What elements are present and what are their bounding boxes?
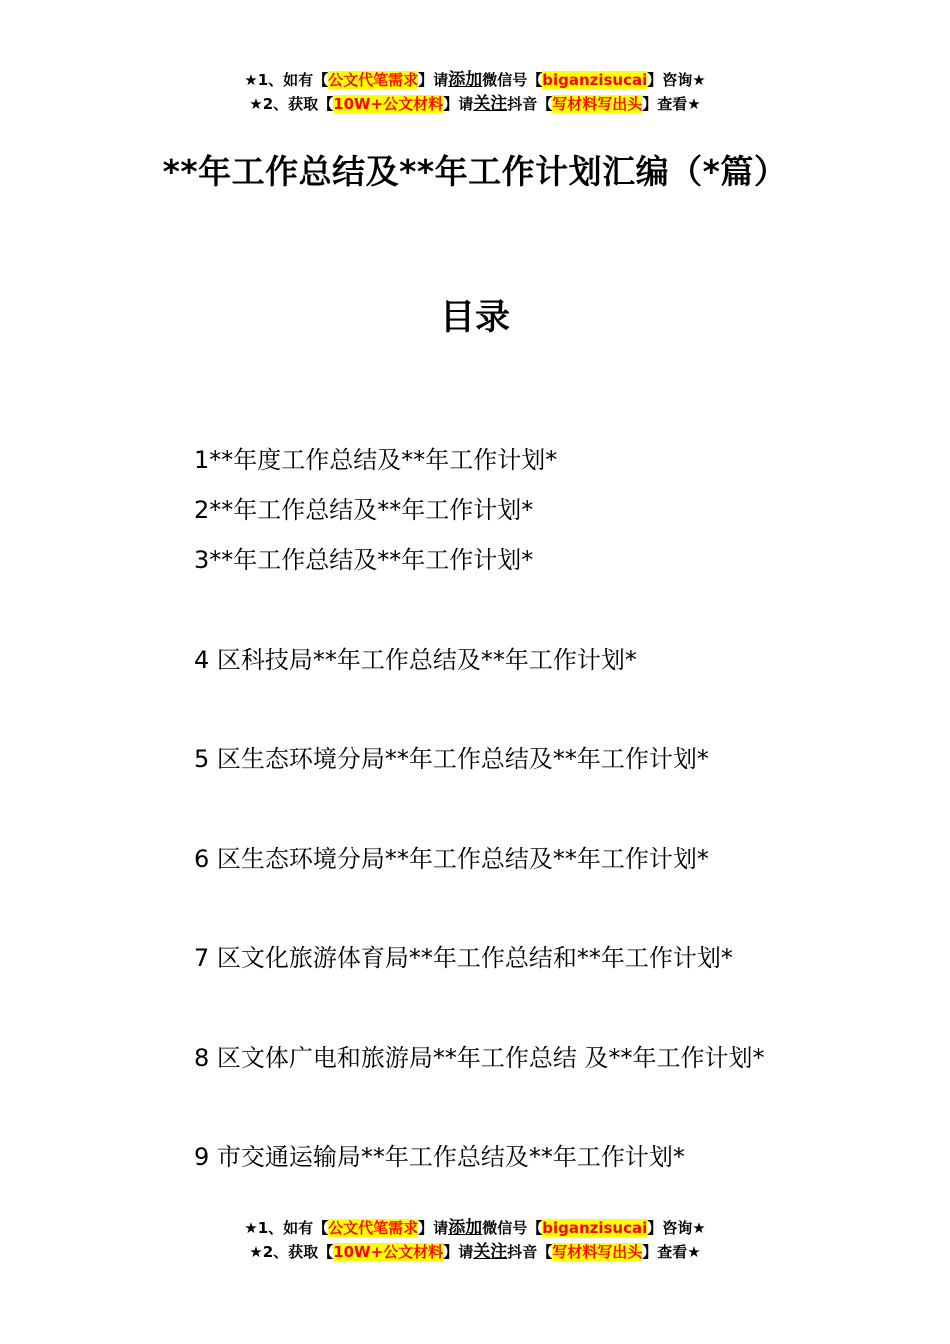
banner-text: 微信号【 [482,1219,543,1237]
banner-text: 】请 [418,1219,449,1237]
banner-text: ★2、获取【 [249,95,334,113]
underlined-text: 关注 [473,94,508,114]
banner-line-2 [0,1240,950,1264]
header-banner [0,68,950,116]
toc-item: 5 区生态环境分局**年工作总结及**年工作计划* [194,745,709,773]
highlight-douyin-id: 写材料写出头 [552,1243,643,1261]
highlight-service: 公文代笔需求 [328,71,419,89]
banner-text: 】请 [443,1243,474,1261]
banner-text: 】查看★ [642,1243,701,1261]
banner-text: 】请 [443,95,474,113]
banner-text: ★1、如有【 [244,71,329,89]
banner-line-1 [0,68,950,92]
underlined-text: 添加 [448,70,483,90]
highlight-materials: 10W+公文材料 [333,1243,444,1261]
highlight-wechat-id: biganzisucai [542,71,648,89]
toc-item: 1**年度工作总结及**年工作计划* [194,446,558,474]
toc-heading: 目录 [439,298,510,338]
banner-line-2 [0,92,950,116]
toc-item: 2**年工作总结及**年工作计划* [194,496,534,524]
banner-text: ★2、获取【 [249,1243,334,1261]
toc-item: 6 区生态环境分局**年工作总结及**年工作计划* [194,845,709,873]
document-title: **年工作总结及**年工作计划汇编（*篇） [162,152,788,191]
banner-line-1 [0,1216,950,1240]
footer-banner [0,1216,950,1264]
banner-text: 微信号【 [482,71,543,89]
toc-item: 3**年工作总结及**年工作计划* [194,546,534,574]
highlight-wechat-id: biganzisucai [542,1219,648,1237]
banner-text: 】请 [418,71,449,89]
underlined-text: 关注 [473,1242,508,1262]
toc-item: 9 市交通运输局**年工作总结及**年工作计划* [194,1143,685,1171]
banner-text: 】查看★ [642,95,701,113]
highlight-douyin-id: 写材料写出头 [552,95,643,113]
highlight-service: 公文代笔需求 [328,1219,419,1237]
toc-item: 7 区文化旅游体育局**年工作总结和**年工作计划* [194,944,733,972]
toc-item: 4 区科技局**年工作总结及**年工作计划* [194,646,637,674]
banner-text: 】咨询★ [647,1219,706,1237]
banner-text: ★1、如有【 [244,1219,329,1237]
underlined-text: 添加 [448,1218,483,1238]
banner-text: 抖音【 [507,1243,553,1261]
banner-text: 抖音【 [507,95,553,113]
toc-item: 8 区文体广电和旅游局**年工作总结 及**年工作计划* [194,1044,765,1072]
highlight-materials: 10W+公文材料 [333,95,444,113]
banner-text: 】咨询★ [647,71,706,89]
